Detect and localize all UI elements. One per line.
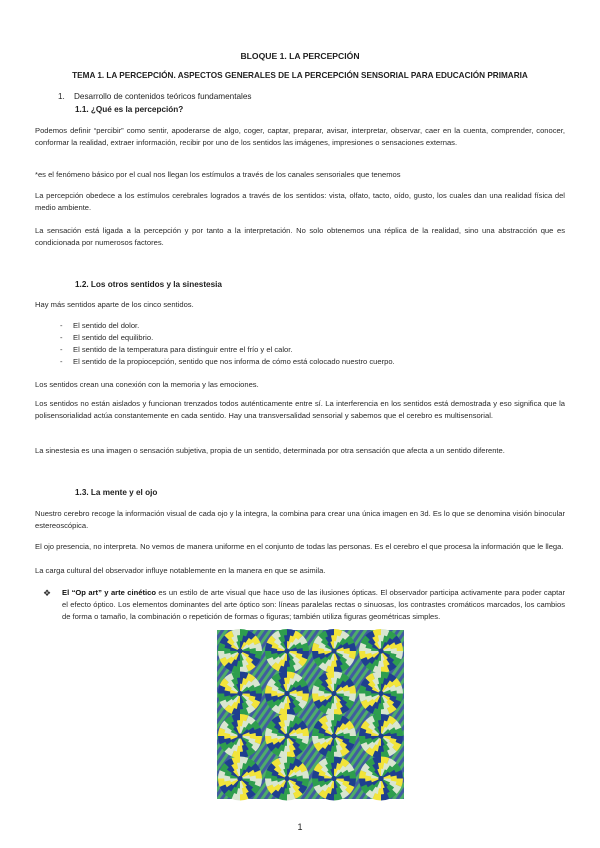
page-number: 1 — [297, 822, 303, 832]
paragraph: Hay más sentidos aparte de los cinco sentidos. — [35, 300, 194, 309]
list-item: - El sentido del equilibrio. — [60, 332, 395, 344]
list-item: - El sentido del dolor. — [60, 320, 395, 332]
document-title: BLOQUE 1. LA PERCEPCIÓN — [240, 51, 360, 61]
subsection-title-1-2: 1.2. Los otros sentidos y la sinestesia — [75, 280, 222, 289]
tema-title: TEMA 1. LA PERCEPCIÓN. ASPECTOS GENERALES DE LA PERCEPCIÓN SENSORIAL PARA EDUCACIÓN PRIMARIA — [72, 71, 528, 80]
illusion-disc — [265, 714, 309, 758]
illusion-disc — [359, 757, 403, 801]
illusion-disc — [218, 757, 262, 801]
illusion-disc — [312, 629, 356, 673]
diamond-bullet-icon: ❖ — [43, 588, 52, 598]
subsection-title-1-1: 1.1. ¿Qué es la percepción? — [75, 105, 184, 114]
senses-list — [60, 320, 395, 368]
paragraph: El ojo presencia, no interpreta. No vemos de manera uniforme en el conjunto de todas las personas. Es el cerebro el que procesa la información que le llega. — [35, 542, 564, 551]
illusion-disc — [265, 629, 309, 673]
illusion-disc — [218, 629, 262, 673]
list-item: - El sentido de la propiocepción, sentido que nos informa de cómo está colocado nuestro cuerpo. — [60, 356, 395, 368]
subsection-title-1-3: 1.3. La mente y el ojo — [75, 488, 158, 497]
paragraph: Podemos definir “percibir” como sentir, apoderarse de algo, coger, captar, preparar, avisar, interpretar, observar, caer en la cuenta, comprender, conocer, conformar la realidad, extraer información, recibir por uno de los sentidos las imágenes, impresiones o sensaciones externas. — [35, 126, 565, 147]
illusion-disc — [312, 672, 356, 716]
op-art-term: El “Op art” y arte cinético — [62, 588, 156, 597]
section-heading — [58, 92, 252, 101]
paragraph: Los sentidos crean una conexión con la memoria y las emociones. — [35, 380, 259, 389]
paragraph: La sinestesia es una imagen o sensación subjetiva, propia de un sentido, determinada por otra sensación que afecta a un sentido diferente. — [35, 446, 505, 455]
paragraph: La sensación está ligada a la percepción y por tanto a la interpretación. No solo obtenemos una réplica de la realidad, sino una abstracción que es condicionada por numerosos factores. — [35, 226, 565, 247]
illusion-disc — [312, 714, 356, 758]
paragraph: *es el fenómeno básico por el cual nos llegan los estímulos a través de los canales sensoriales que tenemos — [35, 170, 401, 179]
illusion-disc — [218, 672, 262, 716]
paragraph: La carga cultural del observador influye notablemente en la manera en que se asimila. — [35, 566, 326, 575]
illusion-disc — [359, 629, 403, 673]
op-art-description: es un estilo de arte visual que hace uso de las ilusiones ópticas. El observador participa activamente para poder captar el efecto óptico. Los elementos dominantes del arte óptico son: líneas paralelas rectas o sinuosas, los contrastes cromáticos marcados, los cambios de forma o tamaño, la combinación o repetición de formas o figuras; también utiliza figuras geométricas simples. — [62, 588, 566, 621]
illusion-disc — [265, 672, 309, 716]
paragraph: La percepción obedece a los estímulos cerebrales logrados a través de los sentidos: vista, olfato, tacto, oído, gusto, los cuales dan una realidad física del medio ambiente. — [35, 191, 565, 212]
list-item: - El sentido de la temperatura para distinguir entre el frío y el calor. — [60, 344, 395, 356]
section-title: Desarrollo de contenidos teóricos fundamentales — [74, 92, 252, 101]
illusion-disc — [359, 672, 403, 716]
paragraph: Nuestro cerebro recoge la información visual de cada ojo y la integra, la combina para crear una única imagen en 3d. Es lo que se denomina visión binocular estereoscópica. — [35, 509, 565, 530]
paragraph: Los sentidos no están aislados y funcionan trenzados todos auténticamente entre sí. La interferencia en los sentidos está demostrada y eso significa que la polisensorialidad actúa constantemente en cada sentido. Hay una transversalidad sensorial y sabemos que el cerebro es multisensorial. — [35, 399, 565, 420]
illusion-disc — [218, 714, 262, 758]
illusion-disc — [359, 714, 403, 758]
illusion-disc — [312, 757, 356, 801]
op-art-bullet — [43, 587, 566, 623]
op-art-illusion-image — [215, 628, 406, 801]
illusion-disc — [265, 757, 309, 801]
section-number: 1. — [58, 92, 65, 101]
